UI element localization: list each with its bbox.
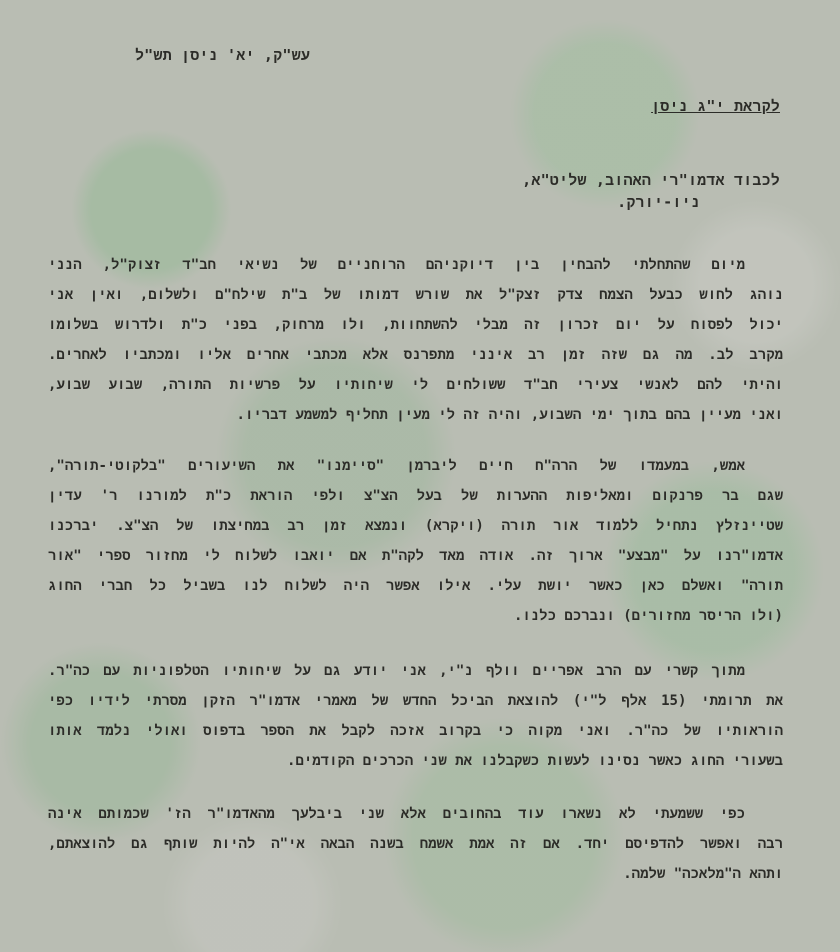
letter-date: עש"ק, יא' ניסן תש"ל [134,46,310,64]
text-line: הוראותיו של כה"ר. ואני מקוה כי בקרוב אזכה לקבל את הספר בדפוס ואולי נלמד אותו [48,723,783,739]
text-line: מתוך קשרי עם הרב אפריים וולף נ"י, אני יודע גם על שיחותיו הטלפוניות עם כה"ר. [48,663,745,679]
text-line: אמש, במעמדו של הרה"ח חיים ליברמן "סיימנו" את השיעורים "בלקוטי-תורה", [48,458,745,474]
text-line: והיתי להם לאנשי צעירי חב"ד ששולחים לי שיחותיו על פרשיות התורה, שבוע שבוע, [48,377,783,393]
addressee-line-2: ניו-יורק. [617,193,700,211]
letter-subject: לקראת י"ג ניסן [651,97,780,115]
addressee-line-1: לכבוד אדמו"רי האהוב, שליט"א, [522,171,780,189]
text-line: שטיינזלץ נתחיל ללמוד אור תורה (ויקרא) ונמצא זמן רב במחיצתו של הצ"צ. יברכנו [48,518,783,534]
text-line: שגם בר פרנקום ומאליפות ההערות של בעל הצ"צ ולפי הוראת כ"ת למורנו ר' עדין [48,488,783,504]
text-line: רבה ואפשר להדפיסם יחד. אם זה אמת אשמח בשנה הבאה אי"ה להיות שותף גם להוצאתם, [48,836,783,852]
paragraph-1 [48,250,783,430]
paragraph-2 [48,451,783,631]
text-line: יכול לפסוח על יום זכרון זה מבלי להשתחוות, ולו מרחוק, בפני כ"ת ולדרוש בשלומו [48,317,783,333]
text-line: מקרב לב. מה גם שזה זמן רב אינני מתפרנס אלא מכתבי אחרים אליו ומכתביו לאחרים. [48,347,783,363]
text-line: תורה" ואשלם כאן כאשר יושת עלי. אילו אפשר היה לשלוח לנו בשביל כל חברי החוג [48,578,783,594]
text-line: מיום שהתחלתי להבחין בין דיוקניהם הרוחניים של נשיאי חב"ד זצוק"ל, הנני [48,257,745,273]
text-line: ואני מעיין בהם בתוך ימי השבוע, והיה זה לי מעין תחליף למשמע דבריו. [236,407,783,423]
text-line: ותהא ה"מלאכה" שלמה. [623,866,783,882]
text-line: כפי ששמעתי לא נשארו עוד בהחובים אלא שני ביבלעך מהאדמו"ר הז' שכמותם אינה [48,806,745,822]
paragraph-3 [48,656,783,776]
text-line: את תרומתי (15 אלף ל"י) להוצאת הביכל החדש של מאמרי אדמו"ר הזקן מסרתי לידיו כפי [48,693,783,709]
text-line: בשעורי החוג כאשר נסינו לעשות כשקבלנו את שני הכרכים הקודמים. [287,753,783,769]
text-line: (ולו הריסר מחזורים) ונברכם כלנו. [513,608,783,624]
text-line: נוהג לחוש כבעל הצמח צדק זצק"ל את שורש דמותו של ב"ת שילח"ם ולשלום, ואין אני [48,287,783,303]
paragraph-4 [48,799,783,889]
text-line: אדמו"רנו על "מבצע" ארוך זה. אודה מאד לקה"ת אם יואבו לשלוח לי מחזור ספרי "אור [48,548,783,564]
